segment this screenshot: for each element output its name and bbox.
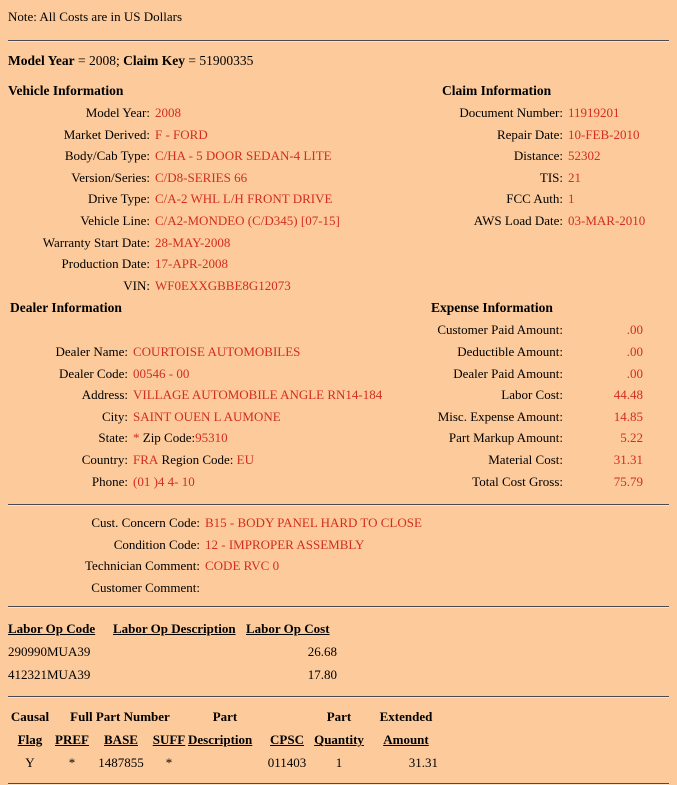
- suff-header: SUFF: [152, 732, 186, 748]
- field-value: C/D8-SERIES 66: [155, 169, 248, 185]
- expense-row: [398, 427, 669, 449]
- field-value: 5.22: [620, 430, 643, 446]
- quantity-header: Quantity: [314, 732, 364, 748]
- claim-row: [398, 124, 669, 146]
- upper-columns: [8, 80, 669, 296]
- field-value: CODE RVC 0: [205, 558, 280, 574]
- field-value: 00546 - 00: [133, 365, 190, 381]
- field-value: 31.31: [613, 451, 643, 467]
- country-value: FRA: [133, 451, 159, 467]
- field-label: Repair Date:: [496, 126, 563, 142]
- field-value: COURTOISE AUTOMOBILES: [133, 343, 301, 359]
- dealer-row: [8, 406, 398, 428]
- part-suff: *: [165, 755, 173, 771]
- claim-title-line: [8, 53, 669, 69]
- parts-row: [8, 751, 446, 774]
- dealer-row: [8, 341, 398, 363]
- cpsc-header: CPSC: [270, 732, 304, 748]
- field-label: Document Number:: [459, 105, 563, 120]
- vehicle-information-title: Vehicle Information: [8, 83, 124, 98]
- expense-row: [398, 384, 669, 406]
- field-label: VIN:: [123, 277, 150, 293]
- field-value: 14.85: [613, 408, 643, 424]
- field-label: Version/Series:: [71, 169, 150, 185]
- divider: [8, 504, 669, 506]
- expense-row: [398, 449, 669, 471]
- labor-row: [8, 640, 337, 663]
- concern-row: [8, 577, 669, 599]
- field-label: Part Markup Amount:: [448, 430, 563, 446]
- field-label: Production Date:: [61, 256, 150, 272]
- vehicle-information-section: [8, 80, 398, 296]
- field-label: Cust. Concern Code:: [91, 515, 200, 531]
- claim-row: [398, 167, 669, 189]
- causal-flag: Y: [25, 755, 35, 771]
- claim-key-key: Claim Key: [123, 53, 185, 68]
- divider: [8, 696, 669, 698]
- field-label: FCC Auth:: [506, 191, 563, 207]
- zip-value: 95310: [195, 430, 228, 446]
- expense-row: [398, 363, 669, 385]
- claim-row: [398, 210, 669, 232]
- field-value: VILLAGE AUTOMOBILE ANGLE RN14-184: [133, 387, 383, 403]
- field-value: C/A2-MONDEO (C/D345) [07-15]: [155, 212, 340, 228]
- flag-header: Flag: [17, 732, 43, 748]
- dealer-phone-row: [8, 471, 398, 493]
- field-label: Dealer Code:: [59, 365, 128, 381]
- vehicle-row: [8, 275, 398, 297]
- field-label: Address:: [81, 387, 128, 403]
- causal-group-header: Causal: [10, 709, 50, 725]
- amount-header: Amount: [383, 732, 429, 748]
- field-value: 03-MAR-2010: [568, 212, 646, 228]
- field-label: Market Derived:: [63, 126, 150, 142]
- field-label: Condition Code:: [113, 536, 200, 552]
- field-label: Customer Comment:: [91, 579, 200, 595]
- field-value: 10-FEB-2010: [568, 126, 640, 142]
- parts-header-top-row: [8, 705, 446, 728]
- field-value: 2008: [155, 105, 181, 120]
- field-label: Vehicle Line:: [80, 212, 150, 228]
- model-year-key: Model Year: [8, 53, 75, 68]
- country-label: Country:: [81, 451, 128, 467]
- dealer-row: [8, 363, 398, 385]
- full-part-number-group-header: Full Part Number: [70, 709, 170, 725]
- part-description: [188, 751, 262, 774]
- dealer-information-title: Dealer Information: [10, 300, 122, 316]
- labor-op-code-header: Labor Op Code: [8, 621, 96, 637]
- expense-information-section: [398, 297, 669, 492]
- field-value: SAINT OUEN L AUMONE: [133, 408, 281, 424]
- labor-op-cost: 17.80: [307, 667, 337, 683]
- field-label: Dealer Paid Amount:: [453, 365, 563, 381]
- lower-columns: [8, 297, 669, 492]
- vehicle-row: [8, 167, 398, 189]
- field-value: 52302: [568, 148, 601, 164]
- dealer-information-section: [8, 297, 398, 492]
- labor-op-description: [113, 640, 246, 663]
- field-value: .00: [626, 365, 643, 381]
- field-label: Model Year:: [85, 105, 150, 120]
- field-value: B15 - BODY PANEL HARD TO CLOSE: [205, 515, 422, 531]
- dealer-state-zip-row: [8, 427, 398, 449]
- field-label: Distance:: [513, 148, 563, 164]
- region-value: EU: [236, 451, 254, 467]
- labor-op-description-header: Labor Op Description: [113, 621, 236, 637]
- labor-op-code: 290990MUA39: [8, 644, 91, 660]
- field-value: 21: [568, 169, 581, 185]
- field-value: 1: [568, 191, 575, 207]
- expense-information-title: Expense Information: [431, 300, 553, 316]
- part-pref: *: [68, 755, 76, 771]
- concern-row: [8, 534, 669, 556]
- vehicle-row: [8, 210, 398, 232]
- field-label: Dealer Name:: [55, 343, 128, 359]
- pref-header: PREF: [55, 732, 89, 748]
- part-quantity: 1: [335, 755, 343, 771]
- description-header: Description: [188, 732, 253, 748]
- field-value: C/A-2 WHL L/H FRONT DRIVE: [155, 191, 333, 207]
- concern-row: [8, 555, 669, 577]
- vehicle-row: [8, 102, 398, 124]
- field-label: Drive Type:: [87, 191, 150, 207]
- parts-header-row: [8, 728, 446, 751]
- field-value: .00: [626, 322, 643, 338]
- vehicle-row: [8, 145, 398, 167]
- field-label: Customer Paid Amount:: [437, 322, 563, 338]
- part-qty-group-header: Part: [326, 709, 352, 725]
- part-cpsc: 011403: [267, 755, 307, 771]
- labor-op-table: [8, 617, 337, 686]
- field-label: Misc. Expense Amount:: [437, 408, 563, 424]
- claim-row: [398, 188, 669, 210]
- labor-op-cost-header: Labor Op Cost: [246, 621, 330, 637]
- expense-row: [398, 341, 669, 363]
- labor-op-description: [113, 663, 246, 686]
- field-value: 44.48: [613, 387, 643, 403]
- field-value: F - FORD: [155, 126, 208, 142]
- field-value: C/HA - 5 DOOR SEDAN-4 LITE: [155, 148, 332, 164]
- vehicle-row: [8, 253, 398, 275]
- claim-row: [398, 145, 669, 167]
- model-year-val: = 2008;: [74, 53, 124, 68]
- expense-row: [398, 406, 669, 428]
- vehicle-row: [8, 124, 398, 146]
- labor-op-code: 412321MUA39: [8, 667, 91, 683]
- part-base: 1487855: [98, 755, 144, 771]
- labor-row: [8, 663, 337, 686]
- claim-key-val: = 51900335: [184, 53, 254, 68]
- field-label: Material Cost:: [488, 451, 563, 467]
- expense-row: [398, 319, 669, 341]
- causal-parts-table: [8, 705, 446, 774]
- field-label: AWS Load Date:: [473, 212, 563, 228]
- concern-section: [8, 512, 669, 598]
- labor-header-row: [8, 617, 337, 640]
- field-label: Technician Comment:: [85, 558, 200, 574]
- extended-group-header: Extended: [379, 709, 433, 725]
- phone-label: Phone:: [91, 473, 128, 489]
- field-label: City:: [101, 408, 128, 424]
- vehicle-row: [8, 188, 398, 210]
- field-label: Warranty Start Date:: [42, 234, 150, 250]
- field-label: Labor Cost:: [501, 387, 563, 403]
- expense-row: [398, 471, 669, 493]
- concern-row: [8, 512, 669, 534]
- field-value: 75.79: [613, 473, 643, 489]
- divider: [8, 40, 669, 42]
- state-value: *: [133, 430, 140, 446]
- phone-value: (01 )4 4- 10: [133, 473, 195, 489]
- claim-information-section: [398, 80, 669, 296]
- field-value: 28-MAY-2008: [155, 234, 231, 250]
- empty-group-header: [262, 705, 312, 728]
- region-label: Region Code:: [158, 451, 237, 467]
- vehicle-row: [8, 232, 398, 254]
- dealer-row: [8, 384, 398, 406]
- claim-row: [398, 102, 669, 124]
- field-value: 11919201: [568, 105, 620, 120]
- spacer: [8, 319, 398, 341]
- field-value: WF0EXXGBBE8G12073: [155, 277, 291, 293]
- zip-label: Zip Code:: [139, 430, 196, 446]
- field-label: Deductible Amount:: [457, 343, 563, 359]
- labor-op-cost: 26.68: [307, 644, 337, 660]
- field-label: Body/Cab Type:: [64, 148, 150, 164]
- field-label: Total Cost Gross:: [472, 473, 563, 489]
- dealer-country-region-row: [8, 449, 398, 471]
- costs-note: Note: All Costs are in US Dollars: [8, 9, 183, 24]
- extended-amount: 31.31: [408, 755, 438, 771]
- divider: [8, 606, 669, 608]
- field-value: 17-APR-2008: [155, 256, 228, 272]
- claim-information-title: Claim Information: [442, 83, 552, 98]
- base-header: BASE: [104, 732, 138, 748]
- part-desc-group-header: Part: [212, 709, 238, 725]
- field-label: TIS:: [539, 169, 563, 185]
- field-value: 12 - IMPROPER ASSEMBLY: [205, 536, 365, 552]
- state-label: State:: [98, 430, 128, 446]
- field-value: .00: [626, 343, 643, 359]
